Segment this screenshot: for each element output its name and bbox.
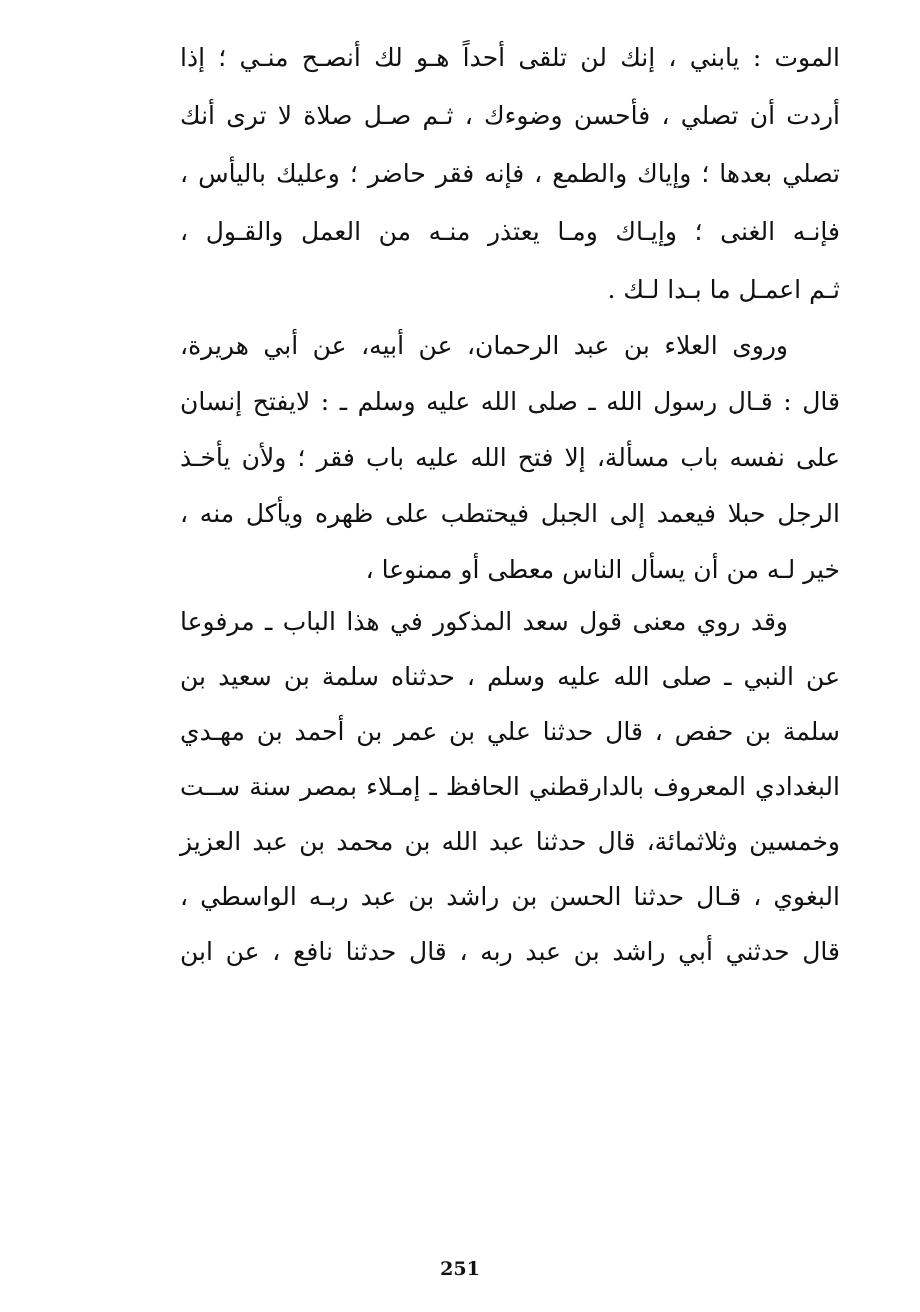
text-line: قال : قـال رسول الله ـ صلى الله عليه وسلم ـ : لايفتح إنسان <box>180 387 840 416</box>
paragraph-3 <box>180 598 840 978</box>
paragraph-1 <box>180 34 840 304</box>
text-line: فإنـه الغنى ؛ وإيـاك ومـا يعتذر منـه من العمل والقـول ، <box>180 217 840 246</box>
text-line: البغدادي المعروف بالدارقطني الحافظ ـ إمـلاء بمصر سنة ســت <box>180 772 840 801</box>
text-line: أردت أن تصلي ، فأحسن وضوءك ، ثـم صـل صلاة لا ترى أنك <box>180 101 840 130</box>
text-line: على نفسه باب مسألة، إلا فتح الله عليه باب فقر ؛ ولأن يأخـذ <box>180 443 840 472</box>
text-line: خير لـه من أن يسأل الناس معطى أو ممنوعا ، <box>365 555 840 584</box>
text-line: وقد روي معنى قول سعد المذكور في هذا الباب ـ مرفوعا <box>180 607 788 636</box>
page-number: 251 <box>440 1258 480 1280</box>
text-line: الموت : يابني ، إنك لن تلقى أحداً هـو لك أنصـح منـي ؛ إذا <box>180 43 840 72</box>
text-line: قال حدثني أبي راشد بن عبد ربه ، قال حدثنا نافع ، عن ابن <box>180 937 840 966</box>
text-line: الرجل حبلا فيعمد إلى الجبل فيحتطب على ظهره ويأكل منه ، <box>180 499 840 528</box>
text-line: تصلي بعدها ؛ وإياك والطمع ، فإنه فقر حاضر ؛ وعليك باليأس ، <box>180 159 840 188</box>
text-line: وخمسين وثلاثمائة، قال حدثنا عبد الله بن محمد بن عبد العزيز <box>180 827 840 856</box>
text-line: سلمة بن حفص ، قال حدثنا علي بن عمر بن أحمد بن مهـدي <box>180 717 840 746</box>
text-line: البغوي ، قـال حدثنا الحسن بن راشد بن عبد ربـه الواسطي ، <box>180 882 840 911</box>
text-line: عن النبي ـ صلى الله عليه وسلم ، حدثناه سلمة بن سعيد بن <box>180 662 840 691</box>
text-line: ثـم اعمـل ما بـدا لـك . <box>607 275 840 304</box>
paragraph-2 <box>180 322 840 582</box>
text-line: وروى العلاء بن عبد الرحمان، عن أبيه، عن أبي هريرة، <box>180 331 788 360</box>
